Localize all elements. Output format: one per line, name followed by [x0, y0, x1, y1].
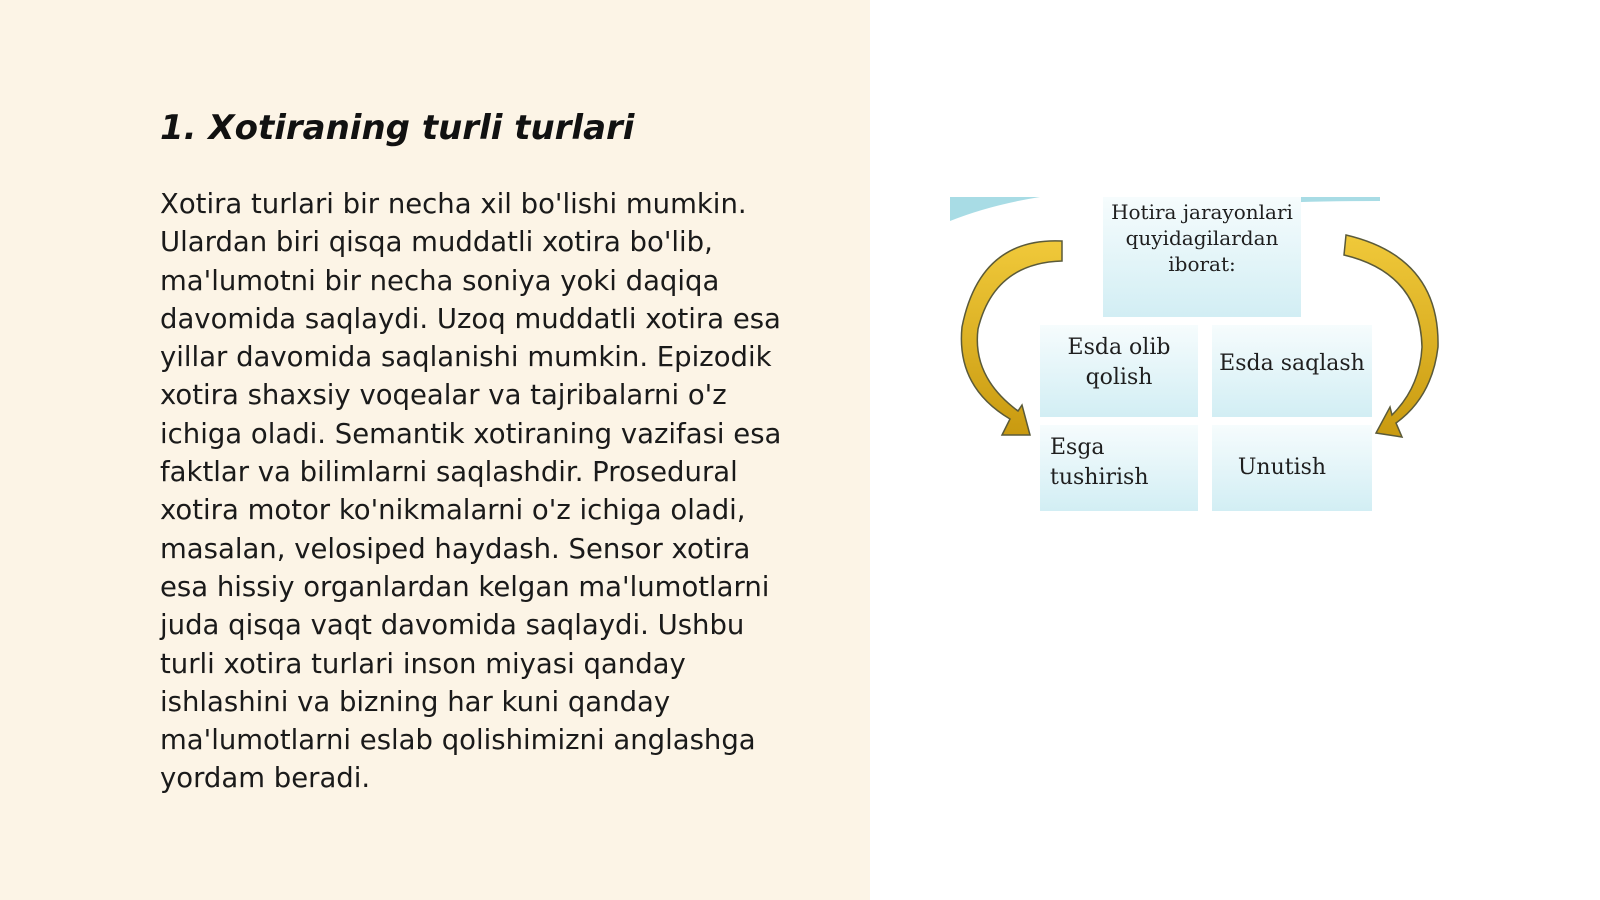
body-line: turli xotira turlari inson miyasi qanday — [160, 647, 686, 680]
body-line: yillar davomida saqlanishi mumkin. Epizodik — [160, 341, 772, 374]
body-line: esa hissiy organlardan kelgan ma'lumotlarni — [160, 570, 770, 603]
memory-process-diagram — [950, 197, 1450, 511]
body-line: masalan, velosiped haydash. Sensor xotira — [160, 532, 751, 565]
diagram-item-recall: Esga tushirish — [1050, 435, 1149, 490]
teal-corner-left-icon — [950, 197, 1040, 221]
body-line: Xotira turlari bir necha xil bo'lishi mumkin. — [160, 188, 747, 220]
body-line: yordam beradi. — [160, 762, 371, 795]
body-line: ma'lumotlarni eslab qolishimizni anglashga — [160, 724, 756, 757]
body-line: xotira motor ko'nikmalarni o'z ichiga oladi, — [160, 494, 746, 527]
body-line: xotira shaxsiy voqealar va tajribalarni o'z — [160, 379, 727, 412]
slide-title: 1. Xotiraning turli turlari — [160, 108, 635, 148]
diagram-header: Hotira jarayonlari quyidagilardan iborat: — [1111, 200, 1293, 276]
body-line: davomida saqlaydi. Uzoq muddatli xotira esa — [160, 302, 781, 335]
body-line: ichiga oladi. Semantik xotiraning vazifasi esa — [160, 417, 782, 450]
body-line: faktlar va bilimlarni saqlashdir. Prosedural — [160, 456, 738, 489]
diagram-item-forget: Unutish — [1237, 455, 1327, 480]
diagram-item-remember: Esda olib qolish — [1067, 335, 1171, 390]
slide-body — [160, 185, 840, 798]
body-line: Ulardan biri qisqa muddatli xotira bo'lib, — [160, 226, 713, 259]
body-line: ma'lumotni bir necha soniya yoki daqiqa — [160, 264, 720, 297]
body-line: ishlashini va bizning har kuni qanday — [160, 685, 671, 718]
diagram-item-store: Esda saqlash — [1219, 351, 1365, 376]
body-line: juda qisqa vaqt davomida saqlaydi. Ushbu — [160, 609, 745, 642]
